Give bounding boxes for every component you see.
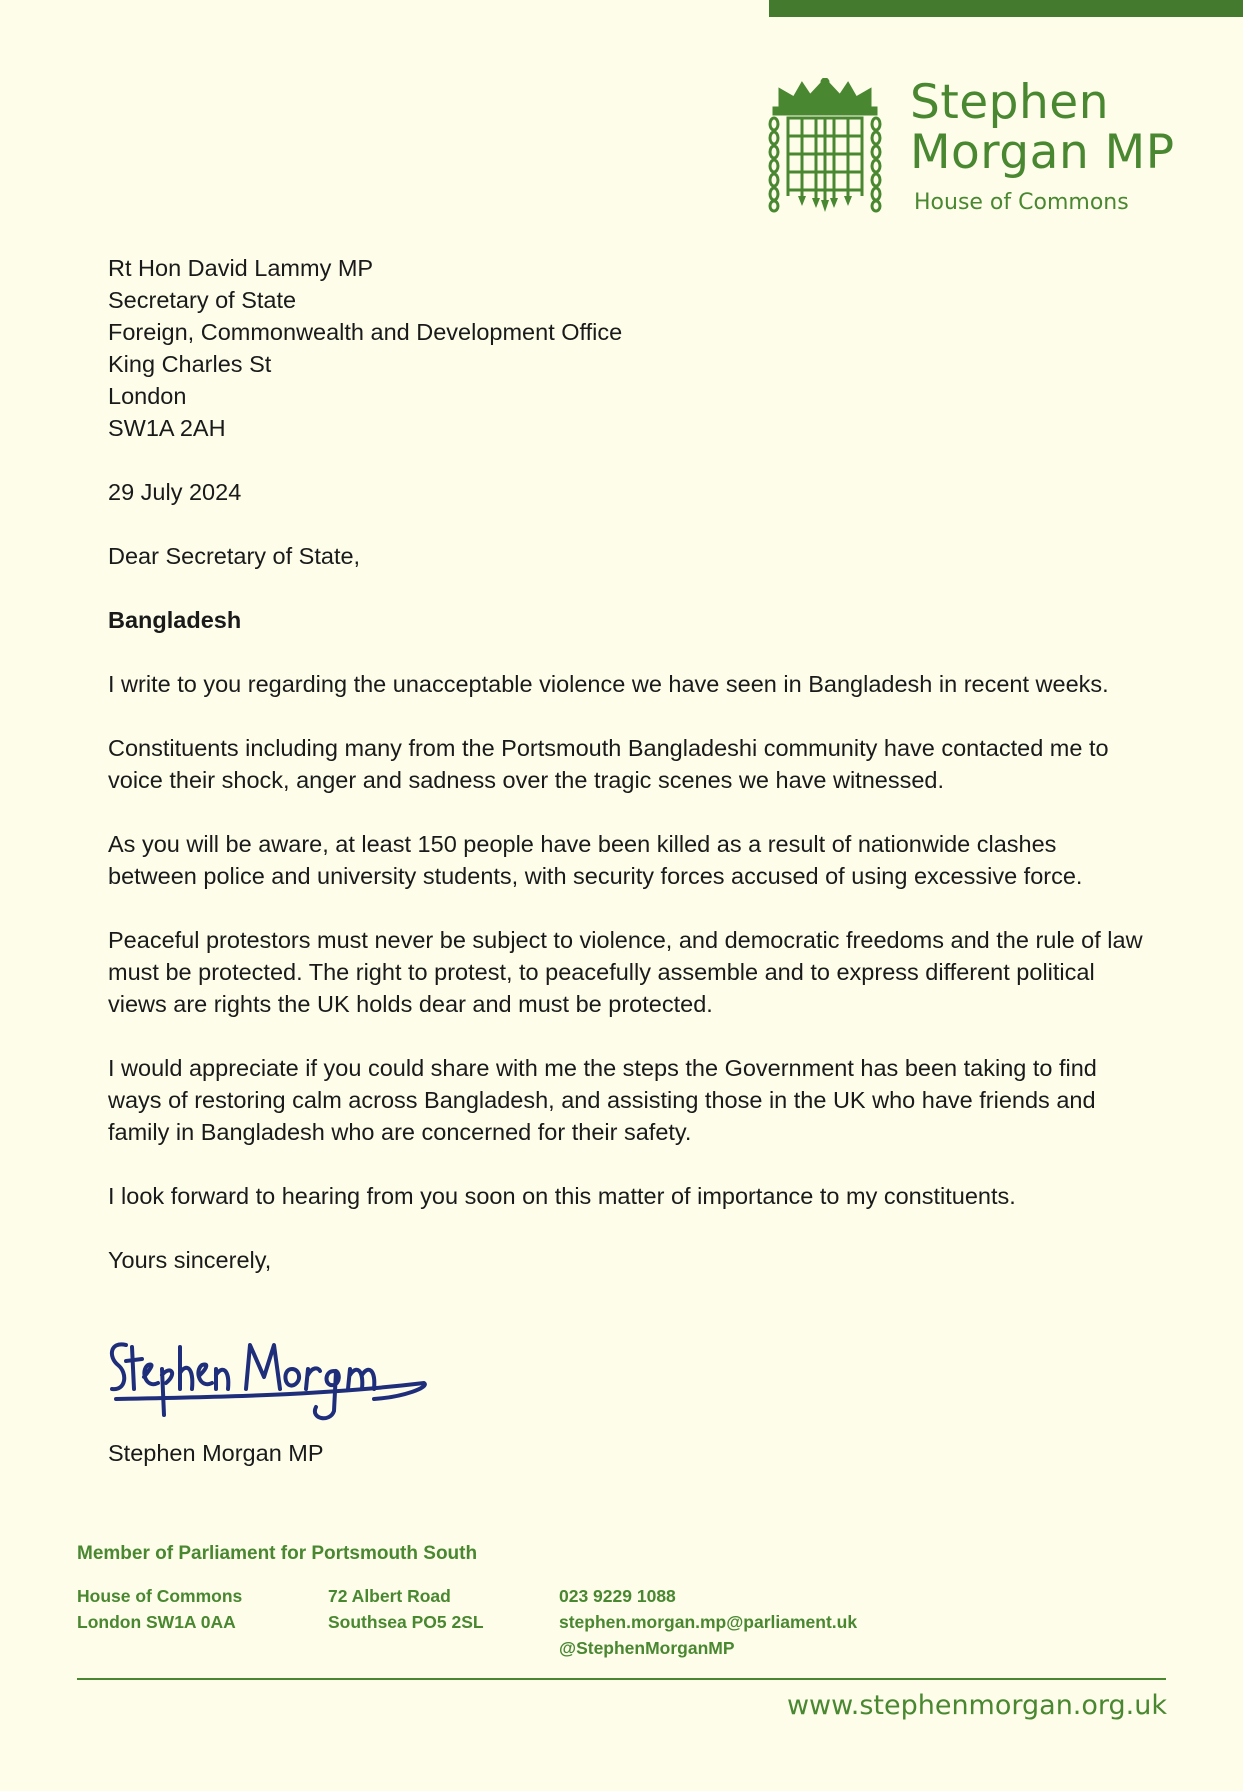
subject-heading: Bangladesh <box>108 607 242 633</box>
footer-title: Member of Parliament for Portsmouth South <box>77 1543 478 1564</box>
brand-subtitle: House of Commons <box>914 190 1129 215</box>
website-link[interactable]: www.stephenmorgan.org.uk <box>786 1690 1167 1721</box>
signatory-name: Stephen Morgan MP <box>108 1440 324 1466</box>
body-paragraph: I would appreciate if you could share with me the steps the Government has been taking to find ways of restoring calm across Bangladesh, and assisting those in the UK who have friends and family in Bangladesh who are concerned for their safety. <box>108 1055 1097 1145</box>
body-paragraph: As you will be aware, at least 150 people have been killed as a result of nationwide clashes between police and university students, with security forces accused of using excessive force. <box>108 831 1083 889</box>
footer-phone: 023 9229 1088 <box>559 1586 676 1606</box>
footer-social-handle[interactable]: @StephenMorganMP <box>559 1638 735 1658</box>
portcullis-icon <box>766 78 884 214</box>
body-paragraph: I write to you regarding the unacceptable violence we have seen in Bangladesh in recent weeks. <box>108 671 1109 697</box>
recipient-line: Rt Hon David Lammy MP <box>108 255 374 281</box>
top-accent-bar <box>769 0 1243 17</box>
letter-date: 29 July 2024 <box>108 479 242 505</box>
footer-divider <box>77 1678 1166 1680</box>
body-paragraph: Constituents including many from the Portsmouth Bangladeshi community have contacted me to voice their shock, anger and sadness over the tragic scenes we have witnessed. <box>108 735 1109 793</box>
recipient-line: King Charles St <box>108 351 272 377</box>
letter-body <box>108 252 1148 1276</box>
footer-line: Southsea PO5 2SL <box>328 1612 484 1632</box>
recipient-line: London <box>108 383 187 409</box>
recipient-line: Secretary of State <box>108 287 297 313</box>
footer-address-constituency <box>328 1583 484 1635</box>
footer-email-link[interactable]: stephen.morgan.mp@parliament.uk <box>559 1612 858 1632</box>
body-paragraph: Peaceful protestors must never be subject to violence, and democratic freedoms and the rule of law must be protected. The right to protest, to peacefully assemble and to express different political views are rights the UK holds dear and must be protected. <box>108 927 1143 1017</box>
recipient-line: Foreign, Commonwealth and Development Office <box>108 319 623 345</box>
recipient-line: SW1A 2AH <box>108 415 226 441</box>
footer-line: 72 Albert Road <box>328 1586 451 1606</box>
body-paragraph: I look forward to hearing from you soon on this matter of importance to my constituents. <box>108 1183 1016 1209</box>
brand-name-line1: Stephen <box>910 75 1110 130</box>
letterhead-brand <box>766 75 1186 218</box>
brand-name-line2: Morgan MP <box>910 125 1175 180</box>
footer-line: House of Commons <box>77 1586 243 1606</box>
footer-line: London SW1A 0AA <box>77 1612 236 1632</box>
recipient-address <box>108 252 1148 444</box>
salutation: Dear Secretary of State, <box>108 543 361 569</box>
closing: Yours sincerely, <box>108 1247 272 1273</box>
handwritten-signature <box>104 1327 434 1427</box>
footer-address-westminster <box>77 1583 242 1635</box>
brand-name <box>910 75 1175 180</box>
footer-contact <box>559 1583 857 1661</box>
